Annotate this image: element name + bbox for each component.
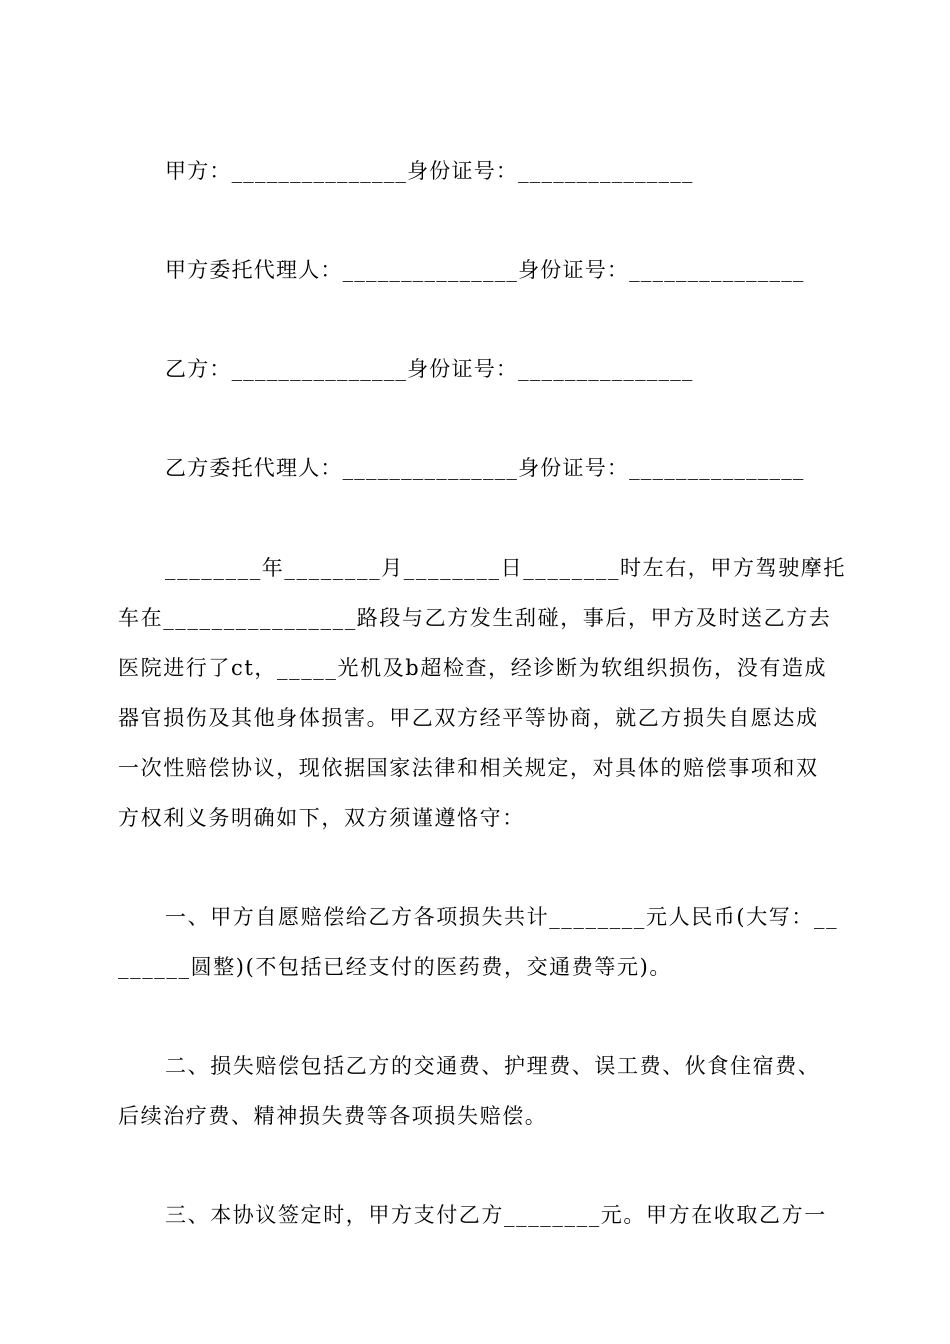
clause-1-line-2: ______圆整)(不包括已经支付的医药费，交通费等元)。 bbox=[118, 955, 672, 979]
clause-3-line-1: 三、本协议签定时，甲方支付乙方________元。甲方在收取乙方一 bbox=[165, 1203, 827, 1227]
party-b-field bbox=[165, 354, 885, 384]
party-b-id-blank: _______________ bbox=[518, 357, 694, 381]
party-b-agent-id-blank: _______________ bbox=[629, 456, 805, 480]
party-a-agent-id-blank: _______________ bbox=[629, 258, 805, 282]
party-b-id-label: 身份证号： bbox=[407, 357, 519, 381]
clause-2-line-1: 二、损失赔偿包括乙方的交通费、护理费、误工费、伙食住宿费、 bbox=[165, 1054, 821, 1078]
intro-line-6: 方权利义务明确如下，双方须谨遵恪守： bbox=[118, 806, 525, 830]
party-b-agent-field bbox=[165, 453, 885, 483]
party-a-agent-id-label: 身份证号： bbox=[518, 258, 630, 282]
party-a-blank: _______________ bbox=[231, 159, 408, 183]
party-b-label: 乙方： bbox=[165, 357, 232, 381]
clause-1-line-1: 一、甲方自愿赔偿给乙方各项损失共计________元人民币(大写：__ bbox=[165, 905, 839, 929]
party-b-agent-id-label: 身份证号： bbox=[518, 456, 630, 480]
party-a-agent-blank: _______________ bbox=[342, 258, 519, 282]
party-a-label: 甲方： bbox=[165, 159, 232, 183]
clause-2-line-2: 后续治疗费、精神损失费等各项损失赔偿。 bbox=[118, 1104, 548, 1128]
party-a-id-label: 身份证号： bbox=[407, 159, 519, 183]
intro-line-3: 医院进行了ct，_____光机及b超检查，经诊断为软组织损伤，没有造成 bbox=[118, 656, 828, 680]
party-a-field bbox=[165, 156, 885, 186]
party-a-agent-label: 甲方委托代理人： bbox=[165, 258, 343, 282]
intro-line-5: 一次性赔偿协议，现依据国家法律和相关规定，对具体的赔偿事项和双 bbox=[118, 756, 819, 780]
party-b-agent-blank: _______________ bbox=[342, 456, 519, 480]
party-a-agent-field bbox=[165, 255, 885, 285]
party-b-agent-label: 乙方委托代理人： bbox=[165, 456, 343, 480]
party-a-id-blank: _______________ bbox=[518, 159, 694, 183]
intro-line-1: ________年________月________日________时左右，甲方驾驶摩托 bbox=[165, 556, 846, 580]
intro-line-4: 器官损伤及其他身体损害。甲乙双方经平等协商，就乙方损失自愿达成 bbox=[118, 706, 819, 730]
intro-line-2: 车在________________路段与乙方发生刮碰，事后，甲方及时送乙方去 bbox=[118, 606, 832, 630]
party-b-blank: _______________ bbox=[231, 357, 408, 381]
